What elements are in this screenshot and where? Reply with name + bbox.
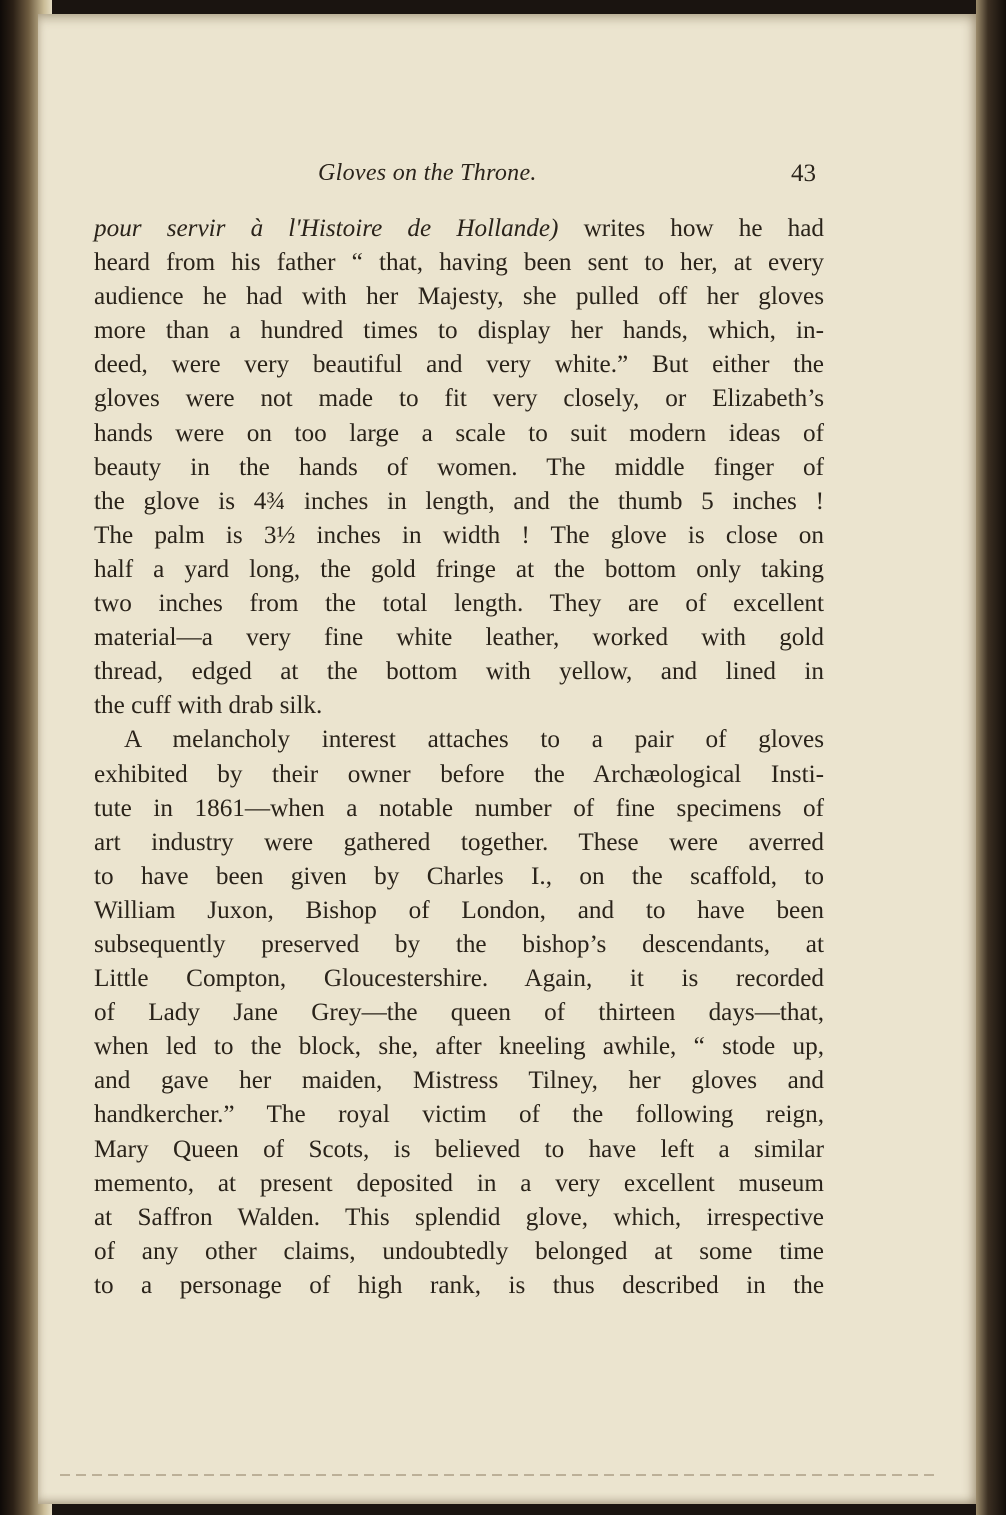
text-line: handkercher.” The royal victim of the following reign, — [94, 1101, 824, 1129]
paragraph-start-line: A melancholy interest attaches to a pair of gloves — [124, 726, 824, 754]
italic-citation: pour servir à l'Histoire de Hollande) — [94, 215, 559, 242]
text-line: when led to the block, she, after kneeling awhile, “ stode up, — [94, 1033, 824, 1061]
text-line: memento, at present deposited in a very excellent museum — [94, 1169, 824, 1197]
paragraph-end-line: the cuff with drab silk. — [94, 692, 323, 720]
text-line: gloves were not made to fit very closely, or Elizabeth’s — [94, 385, 824, 413]
body-text — [94, 212, 824, 1303]
text-line: the glove is 4¾ inches in length, and the thumb 5 inches ! — [94, 487, 824, 515]
text-line: audience he had with her Majesty, she pulled off her gloves — [94, 283, 824, 311]
text-line: of Lady Jane Grey—the queen of thirteen days—that, — [94, 999, 824, 1027]
running-header — [90, 158, 820, 194]
text-line: William Juxon, Bishop of London, and to have been — [94, 896, 824, 924]
text-line: hands were on too large a scale to suit modern ideas of — [94, 419, 824, 447]
text-line: subsequently preserved by the bishop’s descendants, at — [94, 930, 824, 958]
text-line: at Saffron Walden. This splendid glove, which, irrespective — [94, 1203, 824, 1231]
text-line: heard from his father “ that, having been sent to her, at every — [94, 249, 824, 277]
text-line: thread, edged at the bottom with yellow, and lined in — [94, 658, 824, 686]
text-line: deed, were very beautiful and very white.” But either the — [94, 351, 824, 379]
page-fold-mark — [60, 1474, 940, 1476]
text-line: more than a hundred times to display her hands, which, in- — [94, 317, 824, 345]
text-line: of any other claims, undoubtedly belonged at some time — [94, 1237, 824, 1265]
page-edge-shadow — [976, 0, 1006, 1515]
text-line: beauty in the hands of women. The middle finger of — [94, 453, 824, 481]
text-line: art industry were gathered together. These were averred — [94, 828, 824, 856]
text-line: tute in 1861—when a notable number of fine specimens of — [94, 794, 824, 822]
text-line: Little Compton, Gloucestershire. Again, it is recorded — [94, 965, 824, 993]
text-line: two inches from the total length. They are of excellent — [94, 590, 824, 618]
text-line: material—a very fine white leather, worked with gold — [94, 624, 824, 652]
text-line: The palm is 3½ inches in width ! The glove is close on — [94, 521, 824, 549]
text-line: and gave her maiden, Mistress Tilney, her gloves and — [94, 1067, 824, 1095]
text-line — [94, 212, 824, 246]
running-title: Gloves on the Throne. — [318, 160, 537, 186]
text-line: exhibited by their owner before the Archæological Insti- — [94, 760, 824, 788]
page-number: 43 — [791, 160, 816, 187]
text-line: Mary Queen of Scots, is believed to have left a similar — [94, 1135, 824, 1163]
text-fragment: writes how he had — [558, 215, 824, 242]
text-line: to have been given by Charles I., on the scaffold, to — [94, 862, 824, 890]
text-line: to a personage of high rank, is thus described in the — [94, 1271, 824, 1299]
text-line: half a yard long, the gold fringe at the bottom only taking — [94, 555, 824, 583]
